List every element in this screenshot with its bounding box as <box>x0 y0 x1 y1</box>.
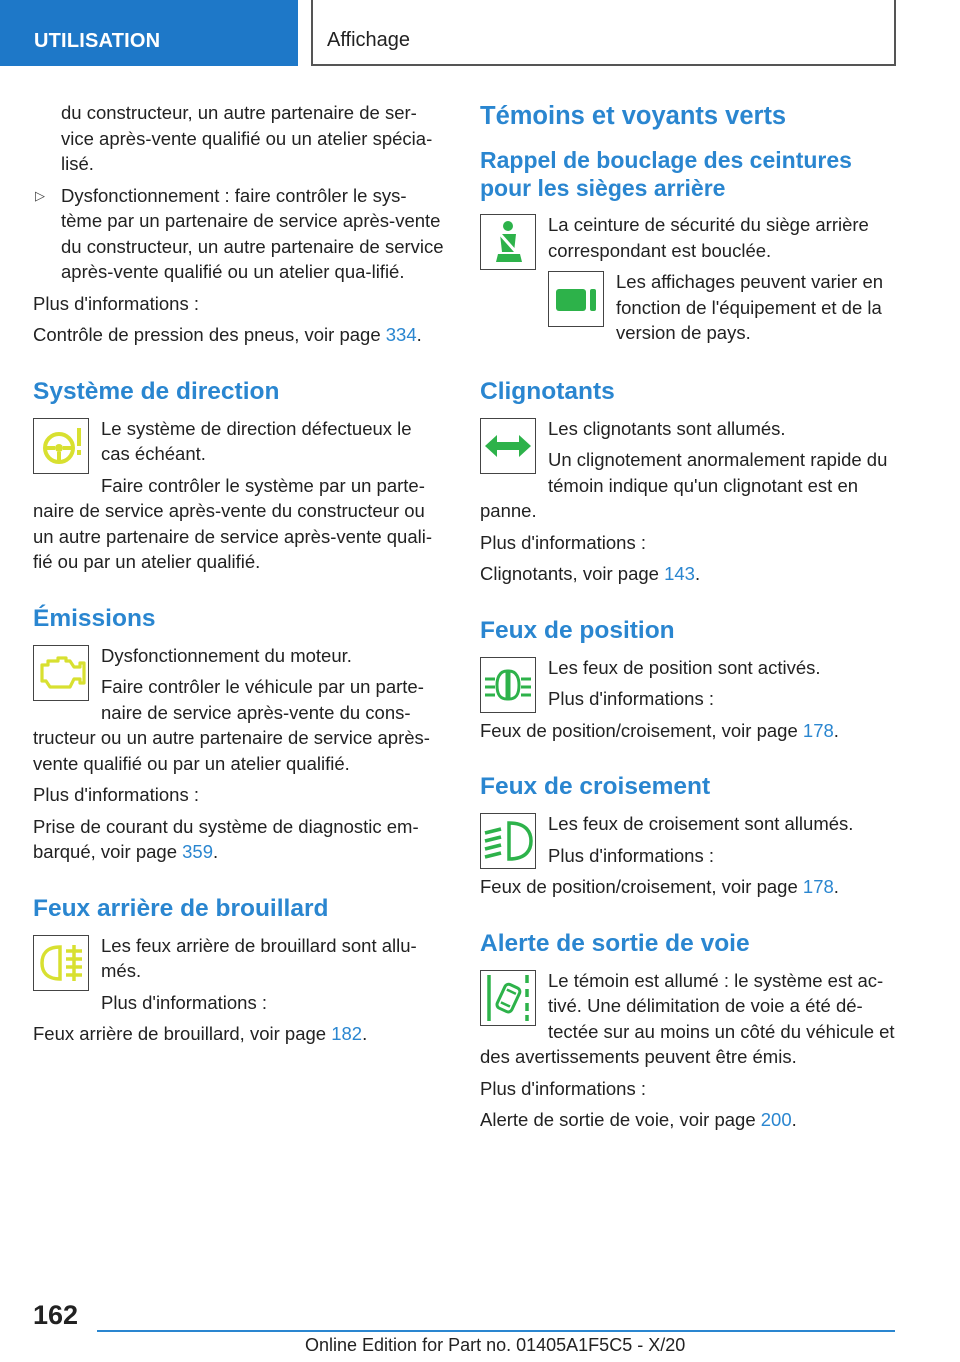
section-heading-turn: Clignotants <box>480 377 615 405</box>
page-number: 162 <box>33 1300 79 1330</box>
intro-paragraph: du constructeur, un autre partenaire de ser-vice après-vente qualifié ou un atelier spécia-lisé. <box>61 102 433 174</box>
list-item <box>33 183 445 285</box>
section-heading-steering: Système de direction <box>33 377 280 405</box>
more-info-label: Plus d'informations : <box>548 844 714 866</box>
turn-reference: Clignotants, voir page 143. <box>480 563 701 584</box>
fog-reference: Feux arrière de brouillard, voir page 182. <box>33 1023 368 1044</box>
emissions-block <box>33 643 445 865</box>
emissions-text2: Faire contrôler le véhicule par un parte-naire de service après-vente du cons-tructeur ou un autre partenaire de service après-vente qualifié ou par un atelier qualifié. <box>33 676 430 774</box>
footer-divider <box>97 1330 895 1332</box>
lane-reference: Alerte de sortie de voie, voir page 200. <box>480 1109 797 1130</box>
page-link[interactable]: 200 <box>760 1109 792 1130</box>
more-info-label: Plus d'informations : <box>33 784 199 805</box>
emissions-reference: Prise de courant du système de diagnostic em-barqué, voir page 359. <box>33 815 419 862</box>
steering-warning-icon <box>33 418 89 474</box>
section-heading-lane: Alerte de sortie de voie <box>480 929 750 957</box>
rear-seat-status-icon <box>548 271 604 327</box>
turn-block <box>480 416 896 587</box>
left-column <box>33 100 445 1053</box>
steering-block <box>33 416 445 575</box>
more-info-label: Plus d'informations : <box>33 292 199 314</box>
more-info-label: Plus d'informations : <box>101 991 267 1013</box>
bullet-triangle-icon: ▷ <box>35 187 45 203</box>
section-heading-position: Feux de position <box>480 616 675 644</box>
rear-fog-light-icon <box>33 935 89 991</box>
position-text1: Les feux de position sont activés. <box>548 656 821 678</box>
section-heading-fog: Feux arrière de brouillard <box>33 894 329 922</box>
seatbelt-icon <box>480 214 536 270</box>
page-header <box>0 0 960 66</box>
tire-pressure-reference: Contrôle de pression des pneus, voir page 334. <box>33 324 422 345</box>
turn-text2: Un clignotement anormalement rapide du témoin indique qu'un clignotant est en panne. <box>480 449 888 521</box>
bullet-text: Dysfonctionnement : faire contrôler le sys-tème par un partenaire de service après-vente du constructeur, un autre partenaire de service après-vente qualifié ou un atelier qua-lifié. <box>61 184 444 282</box>
edition-label: Online Edition for Part no. 01405A1F5C5 - X/20 <box>305 1335 686 1355</box>
lane-departure-icon <box>480 970 536 1026</box>
more-info-label: Plus d'informations : <box>548 688 714 709</box>
page-link[interactable]: 178 <box>802 876 834 897</box>
steering-text2: Faire contrôler le système par un parte-naire de service après-vente du constructeur ou un autre partenaire de service après-vente quali-fié ou par un atelier qualifié. <box>33 474 433 572</box>
seatbelt-block-2 <box>480 269 896 352</box>
page-link[interactable]: 334 <box>385 324 417 345</box>
page-link[interactable]: 178 <box>802 719 834 741</box>
page-link[interactable]: 143 <box>664 563 695 584</box>
more-info-label: Plus d'informations : <box>480 1077 646 1099</box>
turn-text1: Les clignotants sont allumés. <box>548 417 786 439</box>
lane-block <box>480 968 896 1133</box>
section-heading-emissions: Émissions <box>33 604 156 632</box>
emissions-text1: Dysfonctionnement du moteur. <box>101 644 352 666</box>
lowbeam-block <box>480 811 896 900</box>
fog-text1: Les feux arrière de brouillard sont allu-més. <box>101 934 417 981</box>
section-tab <box>0 0 298 66</box>
steering-text1: Le système de direction défectueux le cas échéant. <box>101 417 412 464</box>
position-light-icon <box>480 657 536 713</box>
position-reference: Feux de position/croisement, voir page 178. <box>480 719 839 741</box>
main-heading: Témoins et voyants verts <box>480 102 787 130</box>
more-info-label: Plus d'informations : <box>480 531 646 553</box>
section-title: UTILISATION <box>34 30 161 52</box>
seatbelt-text2: Les affichages peuvent varier en fonction de l'équipement et de la version de pays. <box>616 271 884 343</box>
seatbelt-text1: La ceinture de sécurité du siège arrière correspondant est bouclée. <box>548 214 869 261</box>
chapter-title: Affichage <box>327 29 411 51</box>
section-heading-seatbelt: Rappel de bouclage des ceintures pour les sièges arrière <box>480 147 852 201</box>
fog-block <box>33 933 445 1047</box>
lowbeam-text1: Les feux de croisement sont allumés. <box>548 813 854 834</box>
section-heading-lowbeam: Feux de croisement <box>480 773 711 800</box>
seatbelt-block <box>480 212 896 263</box>
position-block <box>480 655 896 744</box>
engine-icon <box>33 645 89 701</box>
right-column <box>480 100 896 1139</box>
lane-text1: Le témoin est allumé : le système est ac-tivé. Une délimitation de voie a été dé-tectée sur au moins un côté du véhicule et des avertissements peuvent être émis. <box>480 969 895 1067</box>
lowbeam-reference: Feux de position/croisement, voir page 178. <box>480 876 839 897</box>
page-link[interactable]: 182 <box>331 1023 363 1044</box>
chapter-tab <box>311 0 896 66</box>
low-beam-icon <box>480 813 536 869</box>
turn-signal-icon <box>480 418 536 474</box>
page-link[interactable]: 359 <box>182 841 214 862</box>
